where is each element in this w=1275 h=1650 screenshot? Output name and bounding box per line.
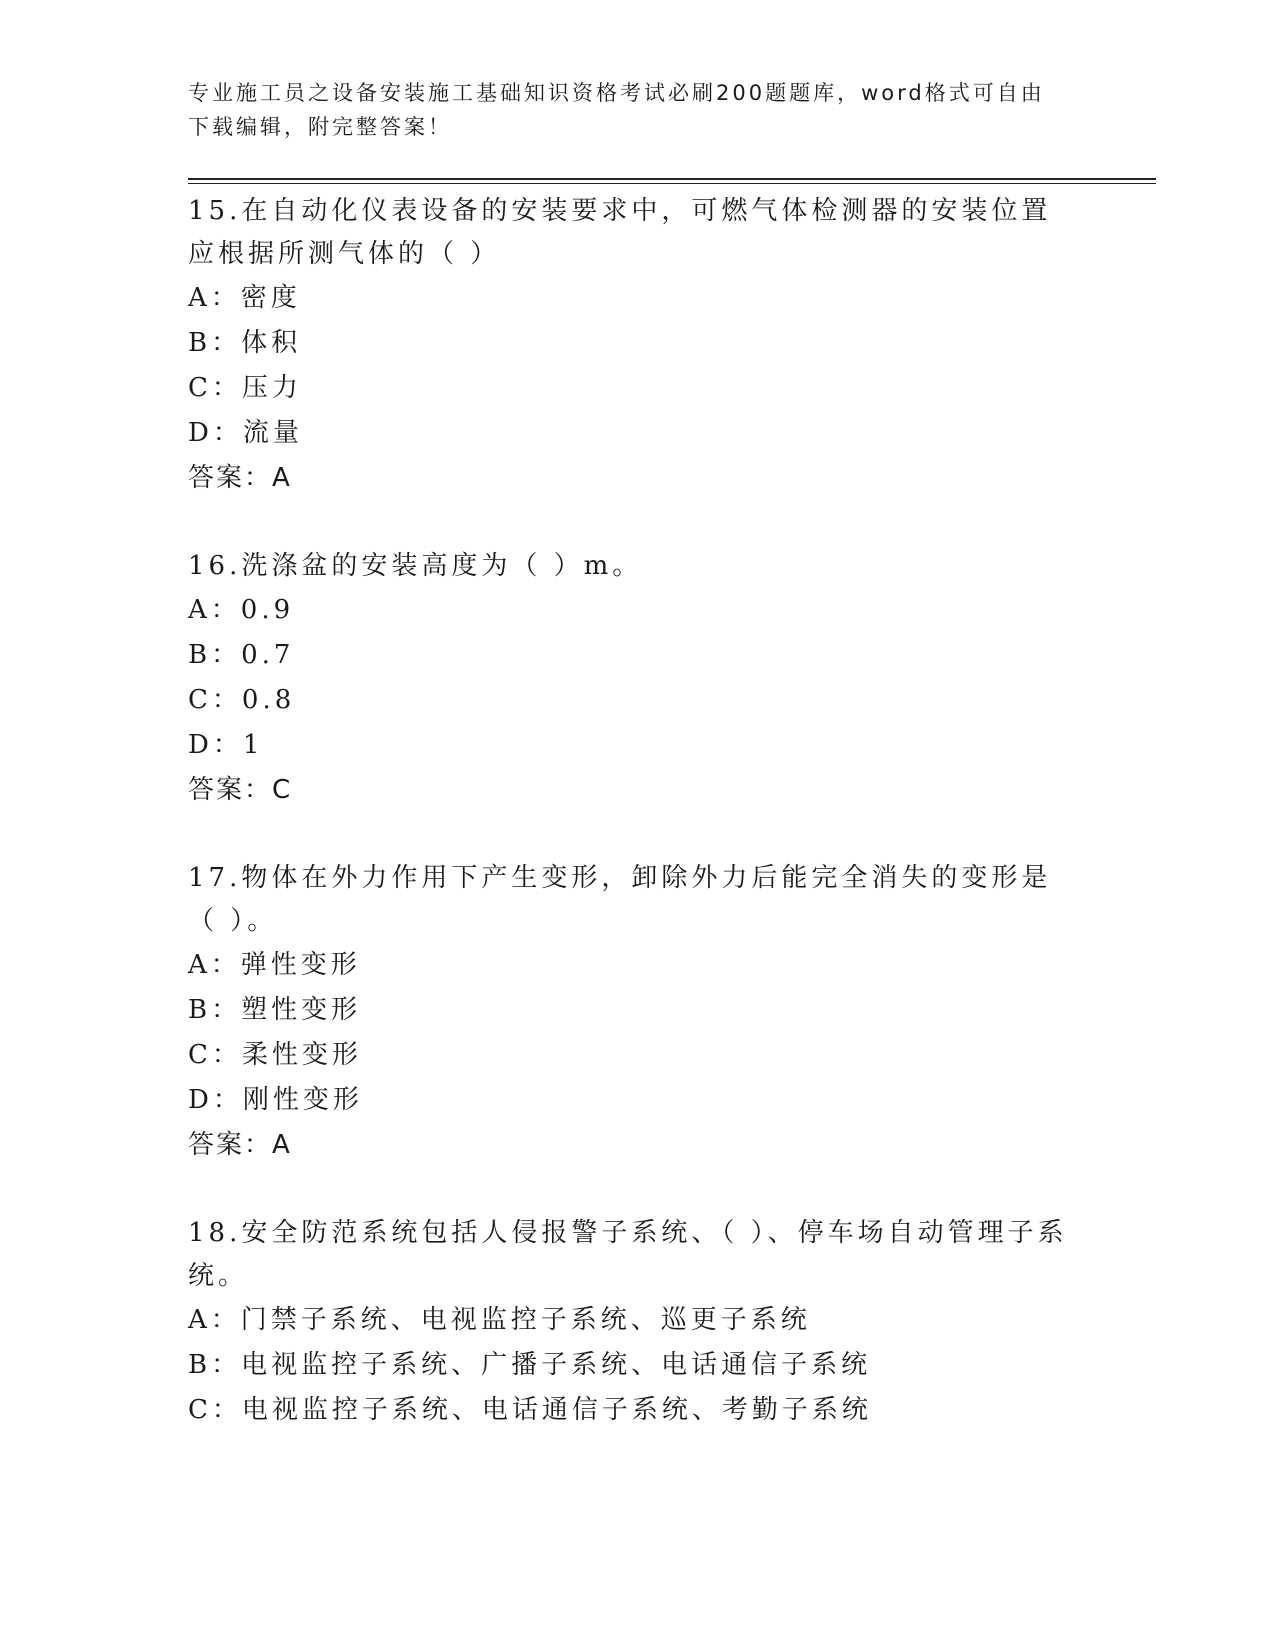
option-text: 0.9	[240, 595, 295, 625]
question-16	[188, 545, 1088, 813]
option-text: 电视监控子系统、广播子系统、电话通信子系统	[241, 1350, 872, 1380]
option-letter: B：	[188, 995, 242, 1025]
option-b	[188, 1343, 1088, 1388]
option-letter: B：	[188, 328, 242, 358]
header-divider-thick	[188, 178, 1156, 180]
answer-line: 答案：C	[188, 775, 293, 805]
option-c	[188, 1033, 1088, 1078]
option-text: 电视监控子系统、电话通信子系统、考勤子系统	[241, 1395, 872, 1425]
option-text: 门禁子系统、电视监控子系统、巡更子系统	[240, 1305, 811, 1335]
option-text: 体积	[241, 328, 302, 358]
option-letter: C：	[188, 1395, 242, 1425]
answer-line: 答案：A	[188, 463, 292, 493]
document-header	[188, 76, 1068, 144]
option-letter: C：	[188, 1040, 242, 1070]
option-d	[188, 411, 1088, 456]
option-text: 流量	[242, 418, 303, 448]
header-divider-thin	[188, 183, 1156, 184]
header-line-1: 专业施工员之设备安装施工基础知识资格考试必刷200题题库，word格式可自由	[188, 81, 1045, 105]
option-text: 1	[242, 730, 264, 760]
option-letter: A：	[188, 950, 241, 980]
option-d	[188, 1078, 1088, 1123]
option-a	[188, 276, 1088, 321]
question-list	[188, 190, 1088, 1477]
option-letter: D：	[188, 418, 243, 448]
option-b	[188, 321, 1088, 366]
option-letter: A：	[188, 595, 241, 625]
question-stem: 18.安全防范系统包括人侵报警子系统、（ ）、停车场自动管理子系统。	[188, 1218, 1068, 1291]
option-text: 塑性变形	[241, 995, 362, 1025]
option-text: 弹性变形	[240, 950, 361, 980]
option-b	[188, 988, 1088, 1033]
option-c	[188, 366, 1088, 411]
option-c	[188, 1388, 1088, 1433]
option-text: 0.7	[241, 640, 295, 670]
option-letter: B：	[188, 1350, 242, 1380]
option-letter: A：	[188, 283, 241, 313]
question-17	[188, 857, 1088, 1168]
option-letter: D：	[188, 730, 243, 760]
option-text: 刚性变形	[242, 1085, 363, 1115]
question-18	[188, 1212, 1088, 1433]
question-stem: 16.洗涤盆的安装高度为（ ）m。	[188, 551, 643, 581]
question-stem: 15.在自动化仪表设备的安装要求中，可燃气体检测器的安装位置应根据所测气体的（ ）	[188, 196, 1052, 269]
question-stem: 17.物体在外力作用下产生变形，卸除外力后能完全消失的变形是（ ）。	[188, 863, 1052, 936]
option-a	[188, 1298, 1088, 1343]
option-b	[188, 633, 1088, 678]
option-letter: B：	[188, 640, 242, 670]
option-text: 密度	[240, 283, 301, 313]
answer-line: 答案：A	[188, 1130, 292, 1160]
option-text: 柔性变形	[241, 1040, 362, 1070]
option-letter: D：	[188, 1085, 243, 1115]
header-line-2: 下载编辑，附完整答案！	[188, 115, 452, 139]
option-c	[188, 678, 1088, 723]
option-text: 压力	[241, 373, 302, 403]
option-letter: C：	[188, 685, 242, 715]
option-a	[188, 588, 1088, 633]
option-d	[188, 723, 1088, 768]
option-letter: C：	[188, 373, 242, 403]
question-15	[188, 190, 1088, 501]
option-letter: A：	[188, 1305, 241, 1335]
option-text: 0.8	[241, 685, 296, 715]
option-a	[188, 943, 1088, 988]
